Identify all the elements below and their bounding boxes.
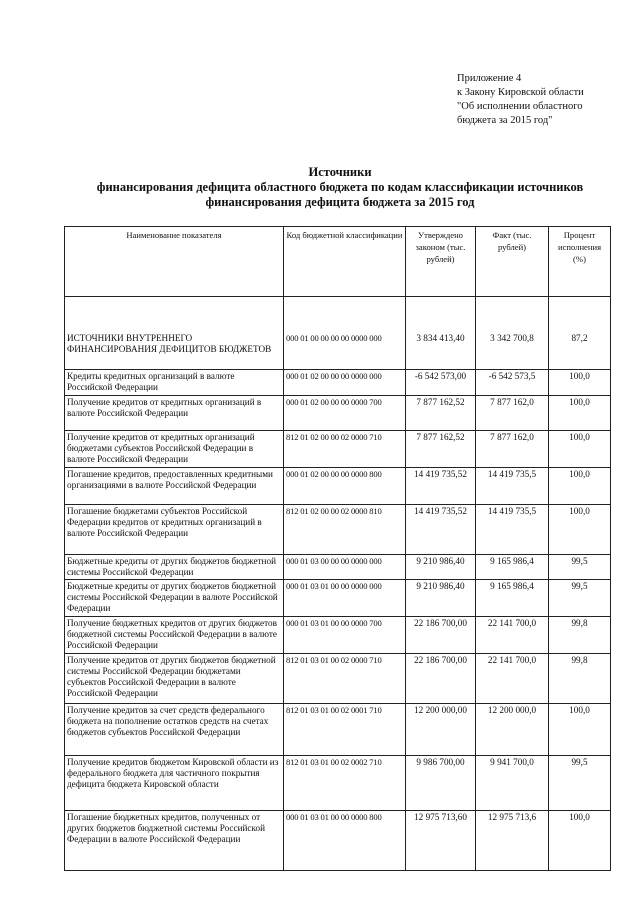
cell-code: 000 01 00 00 00 00 0000 000 bbox=[284, 332, 406, 370]
sources-table bbox=[64, 226, 611, 871]
cell-code: 000 01 02 00 00 00 0000 800 bbox=[284, 468, 406, 505]
cell-name: Бюджетные кредиты от других бюджетов бюджетной системы Российской Федерации bbox=[65, 555, 284, 580]
table-row bbox=[65, 756, 611, 811]
header-approved: Утверждено законом (тыс. рублей) bbox=[406, 227, 476, 297]
cell-percent: 100,0 bbox=[549, 431, 611, 468]
title-line-2: финансирования дефицита областного бюджета по кодам классификации источников bbox=[96, 180, 584, 194]
header-name: Наименование показателя bbox=[65, 227, 284, 297]
appendix-line: Приложение 4 bbox=[457, 73, 522, 84]
cell-actual: 3 342 700,8 bbox=[476, 332, 549, 370]
title-line-3: финансирования дефицита бюджета за 2015 год bbox=[205, 195, 475, 209]
cell-name: Получение кредитов от кредитных организаций в валюте Российской Федерации bbox=[65, 396, 284, 431]
cell-actual: -6 542 573,5 bbox=[476, 370, 549, 396]
cell-actual: 14 419 735,5 bbox=[476, 505, 549, 555]
cell-code: 812 01 03 01 00 02 0002 710 bbox=[284, 756, 406, 811]
table-row bbox=[65, 468, 611, 505]
title-line-1: Источники bbox=[308, 165, 372, 179]
cell-approved: 7 877 162,52 bbox=[406, 396, 476, 431]
cell-name: Погашение кредитов, предоставленных кредитными организациями в валюте Российской Федерации bbox=[65, 468, 284, 505]
cell-name: Погашение бюджетных кредитов, полученных от других бюджетов бюджетной системы Российской Федерации в валюте Российской Федерации bbox=[65, 811, 284, 871]
cell-approved: -6 542 573,00 bbox=[406, 370, 476, 396]
cell-actual: 14 419 735,5 bbox=[476, 468, 549, 505]
table-row-spacer bbox=[65, 297, 611, 332]
cell-percent: 99,5 bbox=[549, 555, 611, 580]
cell-approved: 9 210 986,40 bbox=[406, 580, 476, 617]
cell-code: 000 01 02 00 00 00 0000 700 bbox=[284, 396, 406, 431]
document-title bbox=[40, 165, 640, 210]
cell-percent: 99,8 bbox=[549, 654, 611, 704]
cell-name: Бюджетные кредиты от других бюджетов бюджетной системы Российской Федерации в валюте Российской Федерации bbox=[65, 580, 284, 617]
cell-approved: 22 186 700,00 bbox=[406, 654, 476, 704]
appendix-line: бюджета за 2015 год" bbox=[457, 115, 553, 126]
cell-approved: 12 200 000,00 bbox=[406, 704, 476, 756]
cell-approved: 12 975 713,60 bbox=[406, 811, 476, 871]
cell-code: 000 01 03 00 00 00 0000 000 bbox=[284, 555, 406, 580]
cell-percent: 99,5 bbox=[549, 580, 611, 617]
header-percent: Процент исполнения (%) bbox=[549, 227, 611, 297]
cell-name: Получение кредитов за счет средств федерального бюджета на пополнение остатков средств на счетах бюджетов субъектов Российской Федерации bbox=[65, 704, 284, 756]
table-row bbox=[65, 654, 611, 704]
cell-code: 812 01 03 01 00 02 0000 710 bbox=[284, 654, 406, 704]
cell-code: 000 01 02 00 00 00 0000 000 bbox=[284, 370, 406, 396]
appendix-note bbox=[457, 72, 632, 128]
cell-actual: 9 941 700,0 bbox=[476, 756, 549, 811]
cell-approved: 14 419 735,52 bbox=[406, 468, 476, 505]
cell-name: Получение бюджетных кредитов от других бюджетов бюджетной системы Российской Федерации в валюте Российской Федерации bbox=[65, 617, 284, 654]
table-row bbox=[65, 811, 611, 871]
cell-code: 000 01 03 01 00 00 0000 700 bbox=[284, 617, 406, 654]
cell-name: ИСТОЧНИКИ ВНУТРЕННЕГО ФИНАНСИРОВАНИЯ ДЕФИЦИТОВ БЮДЖЕТОВ bbox=[65, 332, 284, 370]
cell-approved: 9 986 700,00 bbox=[406, 756, 476, 811]
header-code: Код бюджетной классификации bbox=[284, 227, 406, 297]
cell-approved: 7 877 162,52 bbox=[406, 431, 476, 468]
table-row bbox=[65, 555, 611, 580]
cell-name: Получение кредитов бюджетом Кировской области из федерального бюджета для частичного покрытия дефицита бюджета Кировской области bbox=[65, 756, 284, 811]
cell-name: Получение кредитов от кредитных организаций бюджетами субъектов Российской Федерации в валюте Российской Федерации bbox=[65, 431, 284, 468]
cell-code: 812 01 03 01 00 02 0001 710 bbox=[284, 704, 406, 756]
cell-actual: 12 975 713,6 bbox=[476, 811, 549, 871]
table-row bbox=[65, 431, 611, 468]
cell-approved: 9 210 986,40 bbox=[406, 555, 476, 580]
appendix-line: "Об исполнении областного bbox=[457, 101, 583, 112]
cell-code: 812 01 02 00 00 02 0000 810 bbox=[284, 505, 406, 555]
cell-actual: 9 165 986,4 bbox=[476, 555, 549, 580]
cell-name: Погашение бюджетами субъектов Российской Федерации кредитов от кредитных организаций в валюте Российской Федерации bbox=[65, 505, 284, 555]
cell-actual: 12 200 000,0 bbox=[476, 704, 549, 756]
table-row bbox=[65, 617, 611, 654]
table-row bbox=[65, 580, 611, 617]
table-row bbox=[65, 704, 611, 756]
cell-approved: 3 834 413,40 bbox=[406, 332, 476, 370]
cell-actual: 22 141 700,0 bbox=[476, 654, 549, 704]
cell-name: Получение кредитов от других бюджетов бюджетной системы Российской Федерации бюджетами субъектов Российской Федерации в валюте Российской Федерации bbox=[65, 654, 284, 704]
cell-percent: 99,5 bbox=[549, 756, 611, 811]
cell-percent: 100,0 bbox=[549, 704, 611, 756]
cell-approved: 14 419 735,52 bbox=[406, 505, 476, 555]
table-row bbox=[65, 396, 611, 431]
cell-code: 000 01 03 01 00 00 0000 000 bbox=[284, 580, 406, 617]
cell-percent: 100,0 bbox=[549, 396, 611, 431]
cell-percent: 100,0 bbox=[549, 505, 611, 555]
cell-actual: 22 141 700,0 bbox=[476, 617, 549, 654]
table-row bbox=[65, 505, 611, 555]
cell-actual: 7 877 162,0 bbox=[476, 396, 549, 431]
header-actual: Факт (тыс. рублей) bbox=[476, 227, 549, 297]
cell-percent: 100,0 bbox=[549, 370, 611, 396]
cell-actual: 9 165 986,4 bbox=[476, 580, 549, 617]
cell-approved: 22 186 700,00 bbox=[406, 617, 476, 654]
cell-percent: 100,0 bbox=[549, 811, 611, 871]
table-row bbox=[65, 370, 611, 396]
cell-code: 000 01 03 01 00 00 0000 800 bbox=[284, 811, 406, 871]
cell-percent: 100,0 bbox=[549, 468, 611, 505]
appendix-line: к Закону Кировской области bbox=[457, 87, 584, 98]
cell-percent: 87,2 bbox=[549, 332, 611, 370]
cell-actual: 7 877 162,0 bbox=[476, 431, 549, 468]
cell-percent: 99,8 bbox=[549, 617, 611, 654]
cell-code: 812 01 02 00 00 02 0000 710 bbox=[284, 431, 406, 468]
cell-name: Кредиты кредитных организаций в валюте Российской Федерации bbox=[65, 370, 284, 396]
table-row bbox=[65, 332, 611, 370]
